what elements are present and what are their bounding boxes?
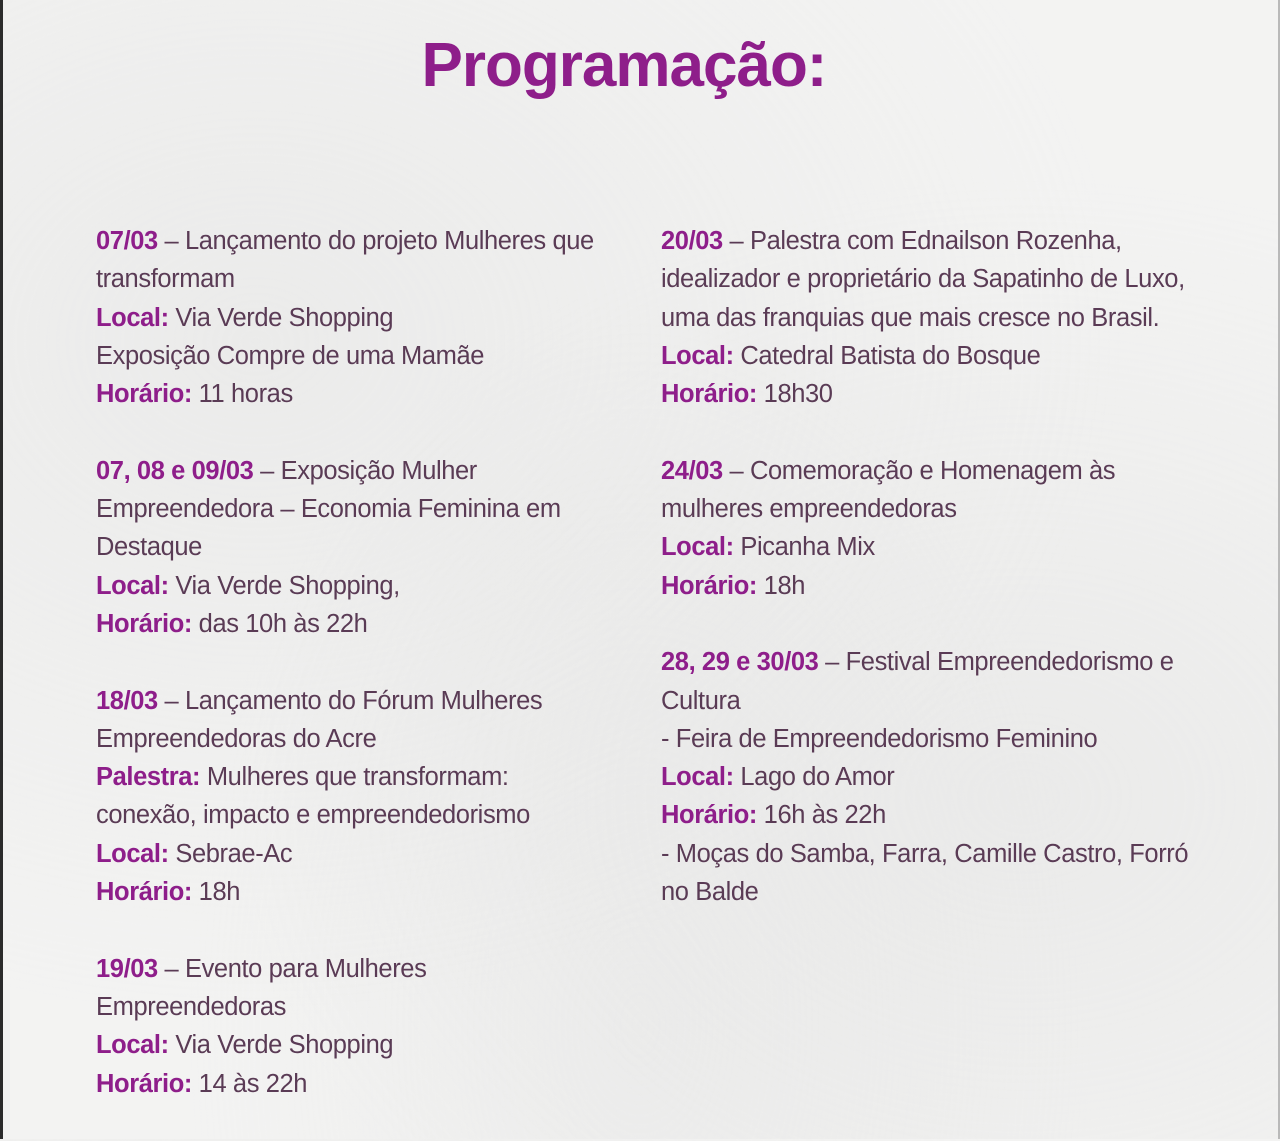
schedule-event [96,452,636,643]
event-field-label: Horário: [96,380,192,409]
event-field-label: Local: [661,763,734,792]
event-line [96,1026,636,1064]
event-line [96,452,636,490]
event-text: mulheres empreendedoras [661,495,957,524]
event-text: idealizador e proprietário da Sapatinho de Luxo, [661,265,1185,294]
event-line [96,720,636,758]
event-date: 20/03 [661,227,723,255]
event-line [661,337,1236,375]
event-text: Sebrae-Ac [168,839,293,868]
event-text: Destaque [96,533,202,562]
event-text: 11 horas [191,380,293,409]
event-field-label: Local: [96,839,169,868]
page-title: Programação: [421,31,827,100]
event-field-label: Local: [96,571,169,600]
event-date: 28, 29 e 30/03 [661,648,819,677]
event-line [96,299,636,337]
event-field-label: Horário: [661,571,757,600]
event-line [661,222,1236,260]
event-text: Empreendedora – Economia Feminina em [96,495,561,524]
event-line [661,835,1236,873]
event-text: Empreendedoras do Acre [96,724,377,753]
event-text: Cultura [661,686,741,715]
event-field-label: Horário: [96,1069,192,1098]
event-text: 18h30 [756,380,833,409]
event-line [661,375,1236,413]
event-text: Via Verde Shopping, [168,571,400,600]
event-text: Via Verde Shopping [168,1031,394,1060]
event-text: Exposição Compre de uma Mamãe [96,341,485,370]
event-field-label: Horário: [96,878,192,907]
event-line [96,873,636,911]
event-line [96,605,636,643]
event-field-label: Horário: [661,801,757,830]
event-line [661,758,1236,796]
event-line [96,988,636,1026]
event-field-label: Local: [96,1031,169,1060]
event-date: 24/03 [661,456,723,485]
event-date: 07/03 [96,227,158,255]
event-text: – Palestra com Ednailson Rozenha, [722,227,1122,255]
event-date: 18/03 [96,686,158,715]
event-line [661,452,1236,490]
event-line [661,567,1236,605]
event-line [661,490,1236,528]
event-text: – Evento para Mulheres [157,954,427,983]
event-line [96,1065,636,1103]
event-text: - Moças do Samba, Farra, Camille Castro, Forró [661,839,1189,868]
event-line [661,528,1236,566]
schedule-column-left [96,222,636,1141]
schedule-event [661,643,1236,911]
event-line [661,682,1236,720]
event-text: – Festival Empreendedorismo e [818,648,1174,677]
event-line [661,260,1236,298]
event-line [96,682,636,720]
event-line [96,567,636,605]
event-field-label: Horário: [661,380,757,409]
schedule-event [96,222,636,413]
event-text: das 10h às 22h [191,609,368,638]
event-text: Picanha Mix [733,533,875,562]
event-line [661,643,1236,681]
event-text: 16h às 22h [756,801,886,830]
schedule-column-right [661,222,1236,950]
event-line [96,950,636,988]
event-line [661,873,1236,911]
event-text: Lago do Amor [733,763,895,792]
event-line [96,490,636,528]
event-line [96,528,636,566]
event-text: conexão, impacto e empreendedorismo [96,801,530,830]
event-text: – Lançamento do projeto Mulheres que [157,227,594,255]
event-line [96,222,636,260]
event-line [96,758,636,796]
event-line [96,375,636,413]
event-line [96,835,636,873]
schedule-event [96,950,636,1103]
event-line [96,260,636,298]
event-text: Via Verde Shopping [168,303,394,332]
event-date: 19/03 [96,954,158,983]
event-line [661,299,1236,337]
event-text: – Comemoração e Homenagem às [722,456,1116,485]
event-line [661,796,1236,834]
event-field-label: Local: [96,303,169,332]
event-text: 18h [191,878,241,907]
event-field-label: Local: [661,341,734,370]
event-field-label: Horário: [96,609,192,638]
schedule-event [96,682,636,912]
event-field-label: Palestra: [96,763,201,792]
event-date: 07, 08 e 09/03 [96,456,254,485]
event-text: 18h [756,571,806,600]
event-text: Empreendedoras [96,992,287,1021]
event-text: no Balde [661,878,759,907]
event-text: – Exposição Mulher [253,456,477,485]
schedule-event [661,222,1236,413]
event-text: – Lançamento do Fórum Mulheres [157,686,543,715]
event-text: - Feira de Empreendedorismo Feminino [661,724,1098,753]
event-line [96,796,636,834]
event-text: Catedral Batista do Bosque [733,341,1041,370]
event-field-label: Local: [661,533,734,562]
event-line [661,720,1236,758]
schedule-event [661,452,1236,605]
event-text: 14 às 22h [191,1069,308,1098]
event-text: Mulheres que transformam: [200,763,509,792]
event-text: transformam [96,265,235,294]
event-line [96,337,636,375]
event-text: uma das franquias que mais cresce no Brasil. [661,303,1160,332]
